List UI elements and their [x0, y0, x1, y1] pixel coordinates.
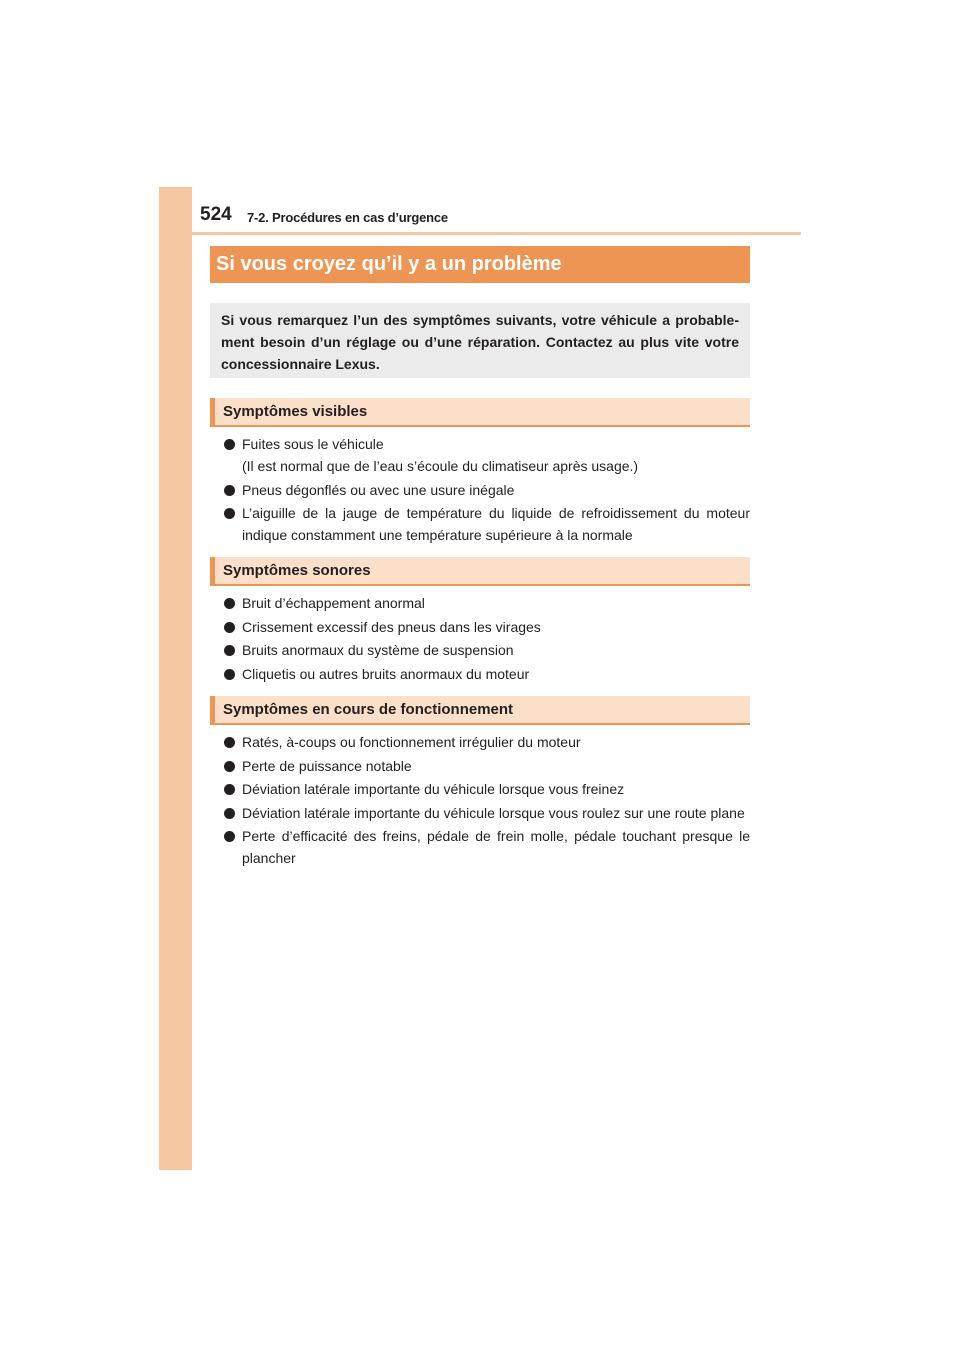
list-item [223, 479, 750, 501]
bullet-icon [224, 784, 235, 795]
list-item-text: Perte de puissance notable [242, 757, 412, 774]
visible-symptoms-list [223, 433, 750, 548]
bullet-icon [224, 761, 235, 772]
intro-text: Si vous remarquez l’un des symptômes suivants, votre véhicule a probable-ment besoin d’un réglage ou d’une réparation. Contactez au plus vite votre concessionnaire Lexus. [221, 312, 739, 372]
list-item-text: Bruit d’échappement anormal [242, 595, 425, 611]
section-heading-visible [210, 398, 750, 427]
bullet-icon [224, 622, 235, 633]
page-number: 524 [200, 204, 232, 225]
page-title-bar [210, 246, 750, 283]
bullet-icon [224, 645, 235, 656]
section-heading-text: Symptômes en cours de fonctionnement [223, 701, 514, 718]
operation-symptoms-list [223, 731, 750, 871]
list-item [223, 778, 750, 800]
section-heading-text: Symptômes visibles [223, 403, 368, 420]
section-heading-operation [210, 696, 750, 725]
sound-symptoms-list [223, 592, 750, 686]
section-reference: 7-2. Procédures en cas d’urgence [247, 210, 448, 225]
bullet-icon [224, 508, 235, 519]
list-item [223, 663, 750, 685]
list-item [223, 825, 750, 869]
list-item [223, 616, 750, 638]
list-item [223, 433, 750, 477]
list-item [223, 802, 750, 824]
bullet-icon [224, 485, 235, 496]
list-item-text: Fuites sous le véhicule [242, 436, 384, 452]
bullet-icon [224, 598, 235, 609]
list-item-text: Pneus dégonflés ou avec une usure inégale [242, 481, 515, 498]
section-heading-sound [210, 557, 750, 586]
list-item [223, 592, 750, 614]
bullet-icon [224, 808, 235, 819]
list-item [223, 755, 750, 777]
list-item-text: Bruits anormaux du système de suspension [242, 642, 514, 658]
list-item-text: Ratés, à-coups ou fonctionnement irrégulier du moteur [242, 734, 581, 750]
intro-box [210, 303, 750, 378]
list-item-text: L’aiguille de la jauge de température du liquide de refroidissement du moteur indique constamment une température supérieure à la normale [242, 505, 750, 543]
list-item [223, 731, 750, 753]
bullet-icon [224, 737, 235, 748]
side-tab-band [159, 187, 192, 1170]
list-item-text: Déviation latérale importante du véhicule lorsque vous roulez sur une route plane [242, 804, 745, 821]
list-item-text: Crissement excessif des pneus dans les virages [242, 618, 541, 635]
page-title: Si vous croyez qu’il y a un problème [216, 253, 562, 275]
section-heading-text: Symptômes sonores [223, 562, 371, 579]
bullet-icon [224, 831, 235, 842]
list-item-text: Déviation latérale importante du véhicule lorsque vous freinez [242, 781, 625, 797]
bullet-icon [224, 439, 235, 450]
list-item-text: Perte d’efficacité des freins, pédale de frein molle, pédale touchant presque le plancher [242, 828, 750, 866]
bullet-icon [224, 669, 235, 680]
list-item [223, 639, 750, 661]
list-item [223, 502, 750, 546]
list-item-note: (Il est normal que de l’eau s’écoule du climatiseur après usage.) [242, 458, 639, 474]
list-item-text: Cliquetis ou autres bruits anormaux du moteur [242, 665, 530, 682]
